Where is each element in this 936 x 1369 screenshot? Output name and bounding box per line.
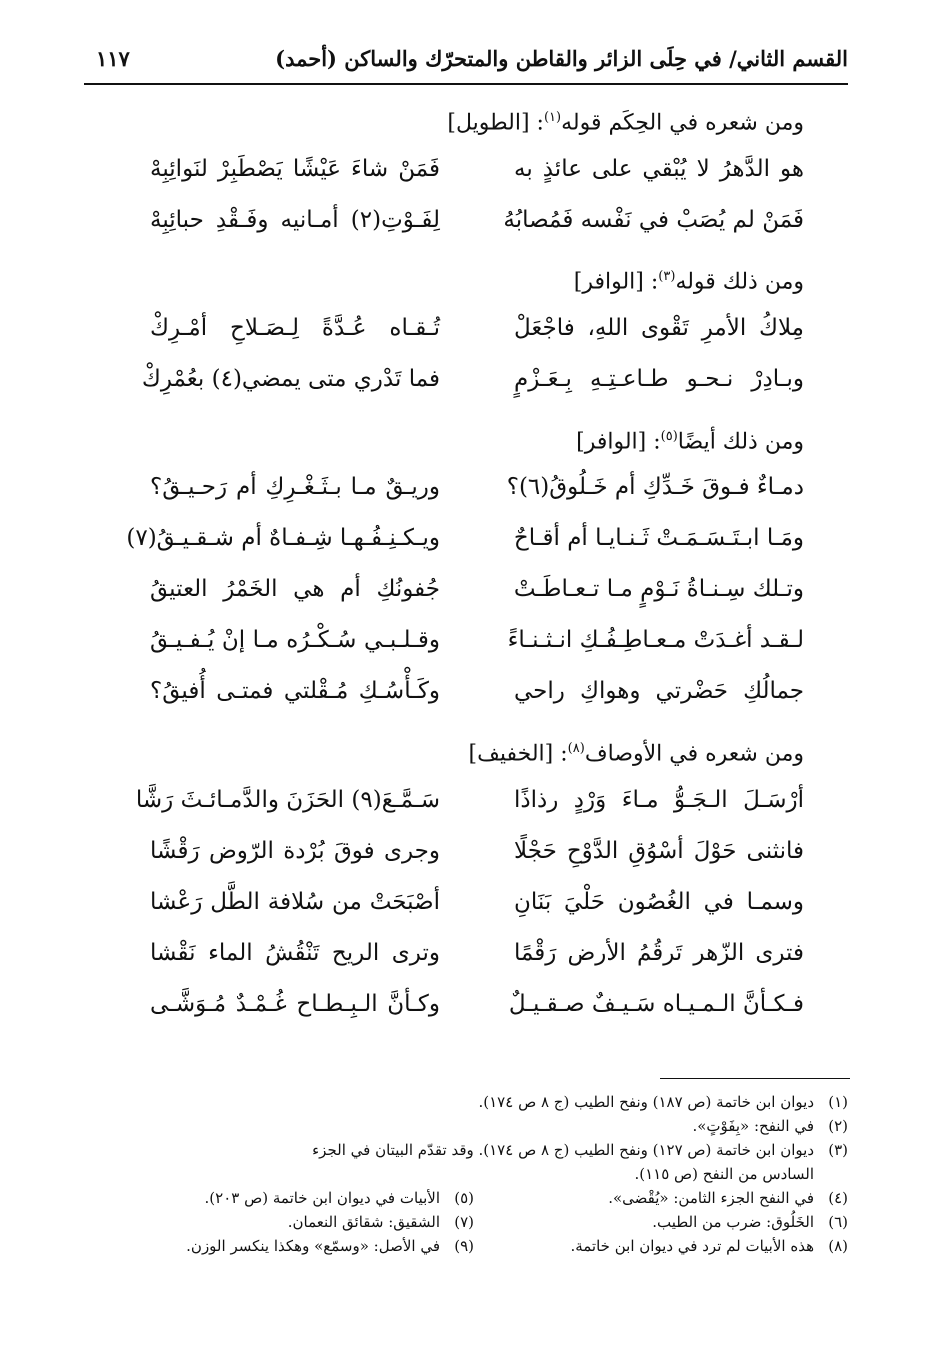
- poem-content: [126, 98, 804, 1041]
- footnote-number: (٧): [454, 1213, 474, 1231]
- verse-first-hemistich: وسمـا في الغُصُون حَلْيَ بَنَانِ: [514, 888, 804, 915]
- section-intro: ومن شعره في الأوصاف$^{(٨)}$: [الخفيف]: [468, 740, 804, 767]
- footnote-7: [100, 1210, 474, 1234]
- footnote-3-continuation: [100, 1162, 848, 1186]
- footnote-8: [474, 1234, 848, 1258]
- verse: [150, 303, 804, 354]
- poem-section-2: [141, 257, 804, 404]
- verse-first-hemistich: لـقـد أغـدَتْ مـعـاطِـفُـكِ انـثـنـاءً: [507, 627, 804, 654]
- verse: [150, 978, 804, 1029]
- footnote-text: في النفح: «بِفَوْتٍ».: [692, 1117, 814, 1135]
- verse-second-hemistich: أصْبَحَتْ من سُلافة الطَّل رَعْشا: [150, 888, 440, 915]
- verse: [150, 825, 804, 876]
- verse-second-hemistich: تُـقـاه عُـدَّةً لِـصَـلاحِ أمْـرِكْ: [150, 315, 440, 342]
- footnote-3: [100, 1138, 848, 1162]
- footnotes: [100, 1090, 848, 1258]
- verse: [150, 615, 804, 666]
- footnote-2: [100, 1114, 848, 1138]
- footnote-text: ديوان ابن خاتمة (ص ١٢٧) ونفح الطيب (ج ٨ ص ١٧٤). وقد تقدّم البيتان في الجزء: [312, 1141, 814, 1159]
- footnote-row: [100, 1234, 848, 1258]
- verse-first-hemistich: فترى الزّهر تَرقُمُ الأرض رَقْمًا: [514, 939, 804, 966]
- verse: [150, 927, 804, 978]
- verse-second-hemistich: وترى الريح تَنْقُشُ الماء نَقْشا: [150, 939, 440, 966]
- verse-second-hemistich: وجرى فوقَ بُرْدة الرّوض رَقْشًا: [150, 837, 440, 864]
- footnote-text: هذه الأبيات لم ترد في ديوان ابن خاتمة.: [570, 1237, 814, 1255]
- header-title: القسم الثاني/ في حِلَى الزائر والقاطن والمتحرّك والساكن (أحمد): [275, 46, 848, 71]
- footnote-number: (٢): [828, 1117, 848, 1135]
- verse: [150, 876, 804, 927]
- verse-first-hemistich: فَمَنْ لم يُصَبْ في نَفْسه فَمُصابُهُ: [503, 206, 804, 233]
- verse-first-hemistich: جمالُكِ حَضْرتي وهواكِ راحي: [514, 678, 804, 705]
- verse: [135, 774, 804, 825]
- footnote-number: (٦): [828, 1213, 848, 1231]
- footnote-5: [100, 1186, 474, 1210]
- footnote-text: الخَلُوق: ضرب من الطيب.: [652, 1213, 814, 1231]
- poem-section-4: [135, 729, 804, 1029]
- header-rule: [84, 83, 848, 85]
- verse-second-hemistich: سَـمَّـعَ(٩) الحَزَنَ والدَّمـائـثَ رَشَّا: [135, 786, 440, 813]
- verse-second-hemistich: جُفونُكِ أم هي الخَمْرُ العتيقُ: [150, 576, 440, 603]
- footnote-text: في الأصل: «وسمّع» وهكذا ينكسر الوزن.: [186, 1237, 440, 1255]
- verse-second-hemistich: لِفَـوْتِ(٢) أمـانيه وفَـقْدِ حبائِبِهْ: [150, 206, 440, 233]
- section-intro: ومن شعره في الحِكَم قوله$^{(١)}$: [الطويل]: [447, 110, 804, 136]
- page-number: ١١٧: [96, 46, 130, 71]
- footnote-text: الشقيق: شقائق النعمان.: [287, 1213, 440, 1231]
- footnote-number: (٥): [454, 1189, 474, 1207]
- verse-second-hemistich: فَمَنْ شاءَ عَيْشًا يَصْطَبِرْ لنَوائِبِهْ: [150, 155, 440, 182]
- verse-first-hemistich: مِلاكُ الأمرِ تَقْوى اللهِ، فاجْعَلْ: [514, 315, 804, 342]
- footnote-text: الأبيات في ديوان ابن خاتمة (ص ٢٠٣).: [204, 1189, 440, 1207]
- verse-second-hemistich: وكَـأْسُـكِ مُـقْلتي فمتـى أُفيقُ؟: [150, 678, 440, 705]
- verse: [150, 143, 804, 194]
- verse-second-hemistich: وقـلـبـي سُـكْـرُه مـا إنْ يُـفـيـقُ: [150, 627, 440, 654]
- verse: [150, 564, 804, 615]
- verse-second-hemistich: ويـكـنِـفُـهـا شِـفـاهٌ أم شـقـيـقُ(٧): [126, 525, 440, 552]
- verse-first-hemistich: فـكـأنَّ الـمـيـاه سَـيـفٌ صـقـيـلٌ: [508, 990, 804, 1017]
- footnote-number: (٨): [828, 1237, 848, 1255]
- verse-first-hemistich: فانثنى حَوْلَ أسْوُقِ الدَّوْحِ حَجْلًا: [514, 837, 804, 864]
- footnote-9: [100, 1234, 474, 1258]
- footnote-1: [100, 1090, 848, 1114]
- footnote-row: [100, 1186, 848, 1210]
- footnote-rule: [660, 1078, 850, 1079]
- verse-second-hemistich: فما تَدْري متى يمضي(٤) بعُمْرِكْ: [141, 366, 440, 393]
- footnote-number: (٩): [454, 1237, 474, 1255]
- footnote-number: (١): [828, 1093, 848, 1111]
- poem-section-1: [150, 98, 804, 245]
- running-header: [84, 40, 848, 80]
- verse: [126, 513, 804, 564]
- footnote-number: (٣): [828, 1141, 848, 1159]
- footnote-4: [474, 1186, 848, 1210]
- verse-first-hemistich: ومَـا ابـتَـسَـمَـتْ ثَـنـايـا أم أقـاحٌ: [513, 525, 804, 552]
- footnote-number: (٤): [828, 1189, 848, 1207]
- verse-second-hemistich: وريـقٌ مـا بـثَـغْـرِكِ أم رَحـيـقُ؟: [150, 474, 440, 501]
- verse-first-hemistich: دمـاءٌ فـوقَ خَـدِّكِ أم خَـلُوقُ(٦)؟: [506, 474, 804, 501]
- verse: [150, 666, 804, 717]
- verse-first-hemistich: وبـادِرْ نـحـو طـاعـتِـهِ بِـعَـزْمٍ: [514, 366, 804, 393]
- poem-section-3: [126, 417, 804, 717]
- footnote-text: السادس من النفح (ص ١١٥).: [634, 1165, 814, 1183]
- verse: [141, 354, 804, 405]
- verse-first-hemistich: وتـلك سِـنـاةُ نَـوْمٍ مـا تـعـاطَـتْ: [513, 576, 804, 603]
- verse-second-hemistich: وكـأنَّ الـبِـطـاح غُـمْـدٌ مُـوَشَّـى: [150, 990, 440, 1017]
- footnote-text: ديوان ابن خاتمة (ص ١٨٧) ونفح الطيب (ج ٨ ص ١٧٤).: [478, 1093, 814, 1111]
- footnote-text: في النفح الجزء الثامن: «يُقْضى».: [608, 1189, 814, 1207]
- verse-first-hemistich: أرْسَـلَ الـجَـوُّ مـاءَ وَرْدٍ رذاذًا: [514, 786, 804, 813]
- verse: [150, 194, 804, 245]
- footnote-row: [100, 1210, 848, 1234]
- footnote-6: [474, 1210, 848, 1234]
- verse-first-hemistich: هو الدَّهرُ لا يُبْقي على عائذٍ به: [514, 155, 804, 182]
- section-intro: ومن ذلك أيضًا$^{(٥)}$: [الوافر]: [576, 428, 804, 454]
- section-intro: ومن ذلك قوله$^{(٣)}$: [الوافر]: [573, 269, 804, 295]
- verse: [150, 462, 804, 513]
